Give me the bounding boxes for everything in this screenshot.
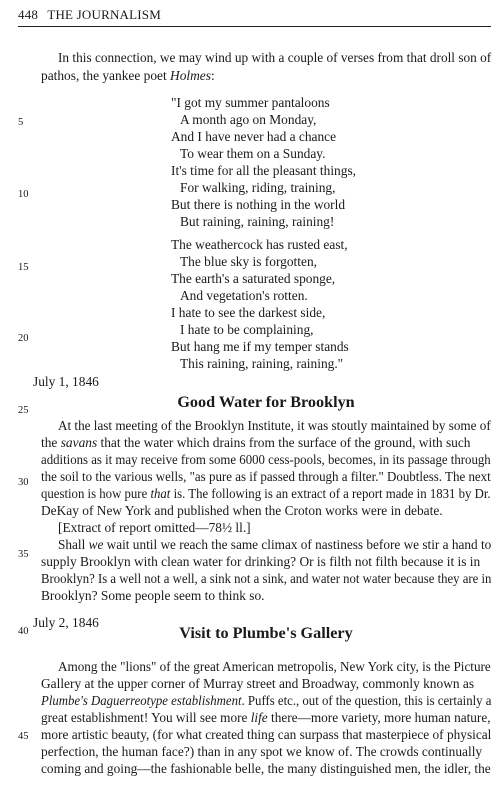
- line-number: 35: [18, 549, 29, 560]
- article-date: July 1, 1846: [33, 374, 99, 389]
- paragraph-line: DeKay of New York and published when the Croton works were in debate.: [41, 503, 443, 518]
- line-number: 10: [18, 189, 29, 200]
- article-date: July 2, 1846: [33, 615, 99, 630]
- paragraph-line: Gallery at the upper corner of Murray street and Broadway, commonly known as: [41, 676, 475, 691]
- verse-line: The earth's a saturated sponge,: [171, 271, 336, 286]
- page-number: 448: [18, 7, 39, 22]
- line-number: 25: [18, 405, 29, 416]
- line-number: 45: [18, 731, 29, 742]
- paragraph-line: additions as it may receive from some 6000 cess-pools, becomes, in its passage through: [41, 452, 491, 467]
- verse-line: But hang me if my temper stands: [171, 339, 349, 354]
- paragraph-line: Shall we wait until we reach the same climax of nastiness before we stir a hand to: [58, 537, 492, 552]
- italic-text: savans: [60, 435, 98, 450]
- line-number: 40: [18, 626, 29, 637]
- paragraph-line: coming and going—the fashionable belle, the many distinguished men, the idler, the: [41, 761, 491, 776]
- line-number: 20: [18, 333, 29, 344]
- verse-line: It's time for all the pleasant things,: [171, 163, 357, 178]
- verse-line: But there is nothing in the world: [171, 197, 346, 212]
- italic-text: Plumbe's Daguerreotype establishment: [41, 693, 242, 708]
- header-rule: [18, 26, 491, 27]
- paragraph-line: more artistic beauty, (for what created thing can surpass that masterpiece of physical: [41, 727, 492, 742]
- verse-line: And vegetation's rotten.: [180, 288, 308, 303]
- line-number: 5: [18, 117, 24, 128]
- verse-line: To wear them on a Sunday.: [180, 146, 326, 161]
- verse-line: This raining, raining, raining.": [180, 356, 344, 371]
- poet-name: Holmes: [170, 68, 211, 83]
- verse-line: And I have never had a chance: [171, 129, 337, 144]
- verse-line: The weathercock has rusted east,: [171, 237, 348, 252]
- paragraph-line: the soil to the various wells, "as pure as if passed through a filter." Doubtless. The next: [41, 469, 491, 484]
- paragraph-line: supply Brooklyn with clean water for drinking? Or is filth not filth because it is in: [41, 554, 481, 569]
- line-number: 30: [18, 477, 29, 488]
- paragraph-line: question is how pure that is. The following is an extract of a report made in 1831 by Dr.: [41, 486, 491, 501]
- paragraph-line: the savans that the water which drains from the surface of the ground, with such: [41, 435, 471, 450]
- running-header: [18, 7, 488, 23]
- intro-line: pathos, the yankee poet Holmes:: [41, 68, 215, 83]
- paragraph-line: great establishment! You will see more life there—more variety, more human nature,: [41, 710, 491, 725]
- italic-text: we: [88, 537, 104, 552]
- paragraph-line: At the last meeting of the Brooklyn Institute, it was stoutly maintained by some of: [58, 418, 491, 433]
- running-title: THE JOURNALISM: [47, 7, 161, 22]
- verse-line: A month ago on Monday,: [180, 112, 317, 127]
- editorial-note: [Extract of report omitted—78½ ll.]: [58, 520, 251, 535]
- verse-line: The blue sky is forgotten,: [180, 254, 317, 269]
- article-title: Good Water for Brooklyn: [177, 393, 355, 411]
- paragraph-line: Plumbe's Daguerreotype establishment. Puffs etc., out of the question, this is certainly a: [41, 693, 492, 708]
- verse-line: I hate to see the darkest side,: [171, 305, 326, 320]
- verse-line: But raining, raining, raining!: [180, 214, 335, 229]
- verse-line: I hate to be complaining,: [180, 322, 314, 337]
- paragraph-line: Brooklyn? Is a well not a well, a sink not a sink, and water not water because they are in: [41, 571, 492, 586]
- article-title: Visit to Plumbe's Gallery: [179, 624, 353, 642]
- paragraph-line: Among the "lions" of the great American metropolis, New York city, is the Picture: [58, 659, 491, 674]
- line-number: 15: [18, 262, 29, 273]
- verse-line: For walking, riding, training,: [180, 180, 336, 195]
- paragraph-line: perfection, the human face?) than in any spot we know of. The crowds continually: [41, 744, 483, 759]
- verse-line: "I got my summer pantaloons: [171, 95, 330, 110]
- intro-line: In this connection, we may wind up with a couple of verses from that droll son of: [58, 50, 492, 65]
- italic-text: that: [150, 486, 171, 501]
- paragraph-line: Brooklyn? Some people seem to think so.: [41, 588, 265, 603]
- italic-text: life: [250, 710, 268, 725]
